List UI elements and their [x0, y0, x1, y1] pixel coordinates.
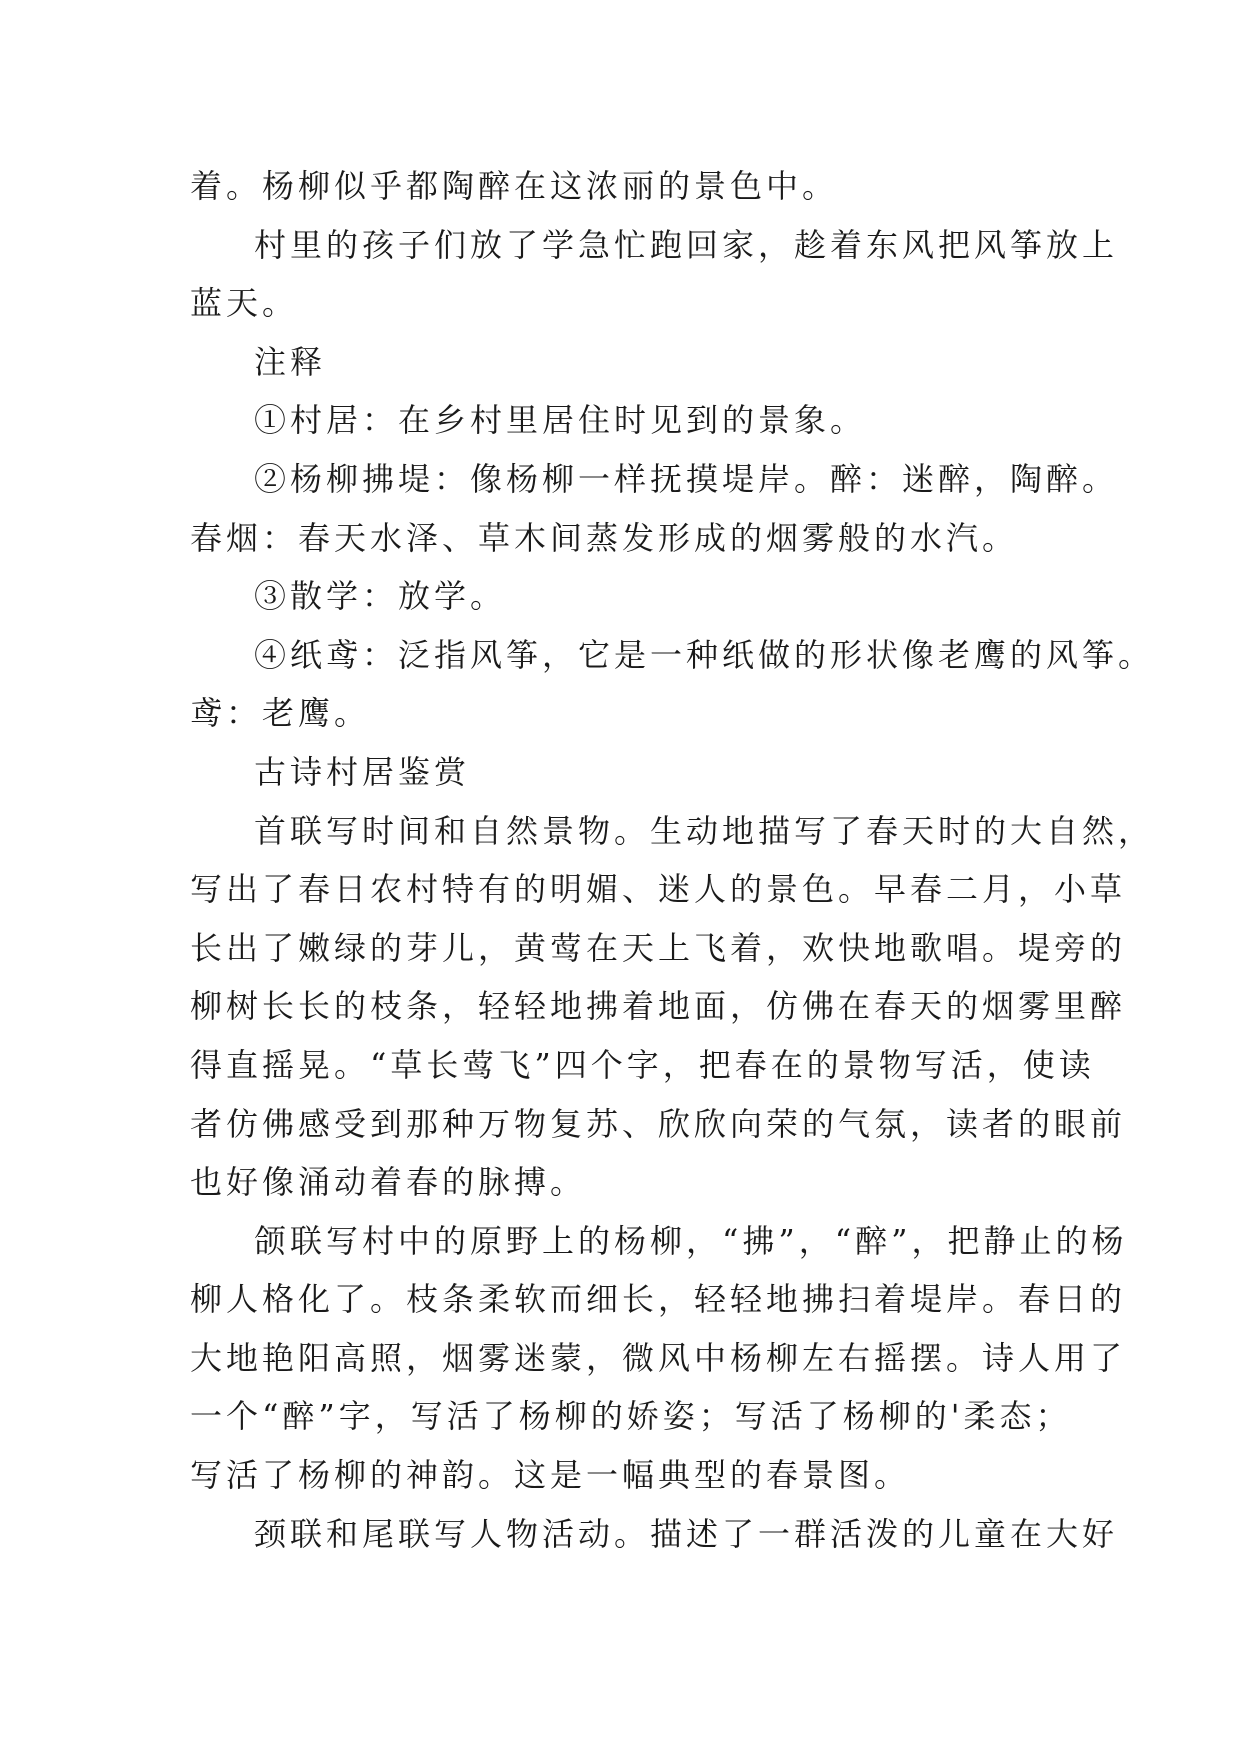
text-line: 长出了嫩绿的芽儿，黄莺在天上飞着，欢快地歌唱。堤旁的: [190, 928, 1127, 967]
paragraph-start-line: 首联写时间和自然景物。生动地描写了春天时的大自然，: [254, 811, 1155, 850]
text-line: 鸢：老鹰。: [190, 694, 371, 733]
note-item-1: ①村居：在乡村里居住时见到的景象。: [254, 401, 867, 440]
text-line: 柳树长长的枝条，轻轻地拂着地面，仿佛在春天的烟雾里醉: [190, 987, 1127, 1026]
text-line: 着。杨柳似乎都陶醉在这浓丽的景色中。: [190, 167, 839, 205]
paragraph-start-line: 颌联写村中的原野上的杨柳，“拂”，“醉”，把静止的杨: [254, 1221, 1128, 1260]
text-line: 蓝天。: [190, 284, 299, 323]
note-item-4: ④纸鸢：泛指风筝，它是一种纸做的形状像老鹰的风筝。: [254, 635, 1155, 674]
text-line: 得直摇晃。“草长莺飞”四个字，把春在的景物写活，使读: [190, 1045, 1095, 1084]
text-line: 也好像涌动着春的脉搏。: [190, 1163, 587, 1202]
text-line: 写活了杨柳的神韵。这是一幅典型的春景图。: [190, 1456, 911, 1495]
text-line: 一个“醉”字，写活了杨柳的娇姿；写活了杨柳的'柔态；: [190, 1397, 1072, 1436]
text-line: 柳人格化了。枝条柔软而细长，轻轻地拂扫着堤岸。春日的: [190, 1280, 1127, 1319]
paragraph-start-line: 村里的孩子们放了学急忙跑回家，趁着东风把风筝放上: [254, 225, 1119, 264]
section-heading-notes: 注释: [254, 342, 327, 381]
text-line: 大地艳阳高照，烟雾迷蒙，微风中杨柳左右摇摆。诗人用了: [190, 1338, 1127, 1377]
text-line: 者仿佛感受到那种万物复苏、欣欣向荣的气氛，读者的眼前: [190, 1104, 1127, 1143]
paragraph-start-line: 颈联和尾联写人物活动。描述了一群活泼的儿童在大好: [254, 1514, 1119, 1553]
text-line: 春烟：春天水泽、草木间蒸发形成的烟雾般的水汽。: [190, 518, 1019, 557]
document-body: [190, 157, 1155, 1563]
note-item-2: ②杨柳拂堤：像杨柳一样抚摸堤岸。醉：迷醉，陶醉。: [254, 459, 1119, 498]
section-heading-appreciation: 古诗村居鉴赏: [254, 752, 471, 791]
note-item-3: ③散学：放学。: [254, 577, 507, 616]
text-line: 写出了春日农村特有的明媚、迷人的景色。早春二月，小草: [190, 870, 1127, 909]
